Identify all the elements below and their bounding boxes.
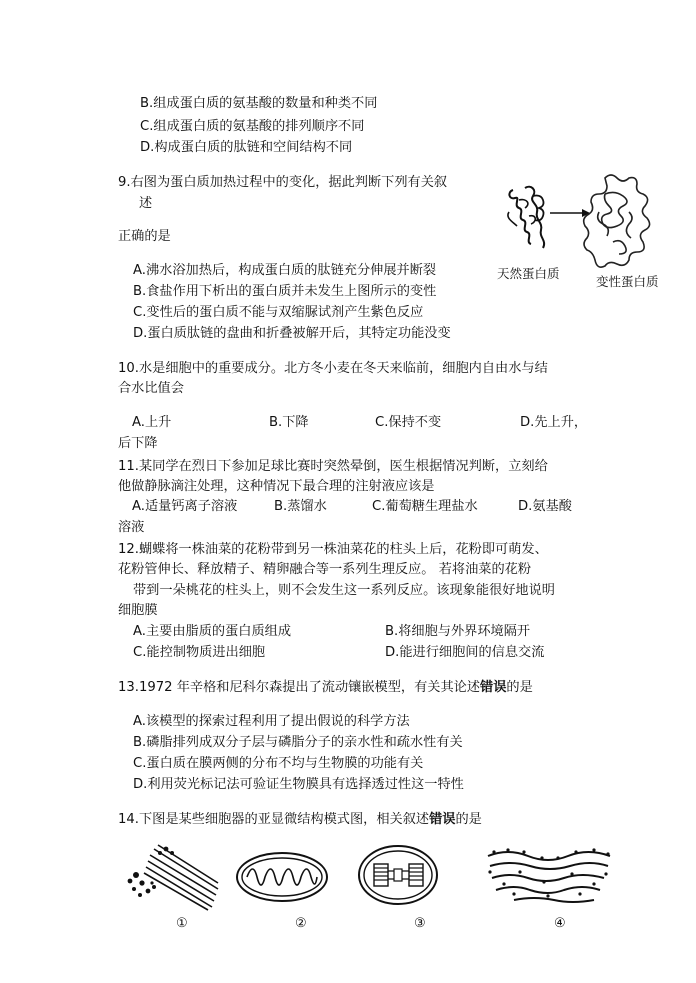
q10-stem-line1: 10.水是细胞中的重要成分。北方冬小麦在冬天来临前，细胞内自由水与结	[118, 361, 548, 376]
q9-option-a: A.沸水浴加热后，构成蛋白质的肽链充分伸展并断裂	[133, 263, 437, 278]
q12-option-b: B.将细胞与外界环境隔开	[385, 624, 531, 639]
figure-label-4: ④	[554, 916, 566, 931]
q9-stem-line1: 9.右图为蛋白质加热过程中的变化，据此判断下列有关叙	[118, 175, 448, 190]
q9-option-b: B.食盐作用下析出的蛋白质并未发生上图所示的变性	[133, 284, 437, 299]
q11-option-c: C.葡萄糖生理盐水	[372, 499, 478, 514]
native-protein-label: 天然蛋白质	[497, 266, 560, 281]
q11-stem-line2: 他做静脉滴注处理，这种情况下最合理的注射液应该是	[118, 479, 435, 494]
q10-stem-line2: 合水比值会	[118, 381, 184, 396]
q13-option-c: C.蛋白质在膜两侧的分布不均与生物膜的功能有关	[133, 756, 424, 771]
q9-stem-line2: 述	[139, 196, 153, 211]
q12-stem-line2: 花粉管伸长、释放精子、精卵融合等一系列生理反应。 若将油菜的花粉	[118, 562, 532, 577]
q8-option-b: B.组成蛋白质的氨基酸的数量和种类不同	[140, 96, 378, 111]
q8-option-d: D.构成蛋白质的肽链和空间结构不同	[140, 140, 353, 155]
q11-option-b: B.蒸馏水	[274, 499, 327, 514]
figure-label-3: ③	[414, 916, 426, 931]
native-protein-figure	[503, 182, 553, 254]
q11-option-d-cont: 溶液	[118, 520, 145, 535]
q9-option-c: C.变性后的蛋白质不能与双缩脲试剂产生紫色反应	[133, 305, 424, 320]
endoplasmic-reticulum-figure	[484, 846, 614, 906]
q13-stem-pre: 13.1972 年辛格和尼科尔森提出了流动镶嵌模型，有关其论述	[118, 680, 481, 695]
golgi-apparatus-figure	[124, 843, 220, 911]
q10-option-b: B.下降	[269, 415, 309, 430]
q12-option-d: D.能进行细胞间的信息交流	[385, 645, 545, 660]
q13-option-a: A.该模型的探索过程利用了提出假说的科学方法	[133, 714, 410, 729]
q10-option-c: C.保持不变	[375, 415, 442, 430]
q12-stem-line4: 细胞膜	[118, 603, 158, 618]
q14-stem	[118, 811, 482, 829]
q14-stem-bold: 错误	[429, 812, 456, 827]
mitochondrion-figure	[235, 851, 329, 903]
q12-stem-line3: 带到一朵桃花的柱头上，则不会发生这一系列反应。该现象能很好地说明	[133, 583, 555, 598]
q10-option-d: D.先上升，	[520, 415, 588, 430]
q13-stem-post: 的是	[506, 680, 533, 695]
q9-option-d: D.蛋白质肽链的盘曲和折叠被解开后，其特定功能没变	[133, 326, 451, 341]
q13-stem	[118, 679, 533, 697]
q11-option-d: D.氨基酸	[518, 499, 572, 514]
q12-stem-line1: 12.蝴蝶将一株油菜的花粉带到另一株油菜花的柱头上后，花粉即可萌发、	[118, 542, 548, 557]
q12-option-a: A.主要由脂质的蛋白质组成	[133, 624, 292, 639]
q11-option-a: A.适量钙离子溶液	[132, 499, 238, 514]
q13-option-b: B.磷脂排列成双分子层与磷脂分子的亲水性和疏水性有关	[133, 735, 463, 750]
q13-stem-bold: 错误	[480, 680, 507, 695]
chloroplast-figure	[357, 844, 439, 906]
q9-stem-line3: 正确的是	[118, 229, 171, 244]
figure-label-1: ①	[176, 916, 188, 931]
q12-option-c: C.能控制物质进出细胞	[133, 645, 266, 660]
q8-option-c: C.组成蛋白质的氨基酸的排列顺序不同	[140, 119, 365, 134]
q14-stem-pre: 14.下图是某些细胞器的亚显微结构模式图，相关叙述	[118, 812, 430, 827]
figure-label-2: ②	[295, 916, 307, 931]
q14-stem-post: 的是	[455, 812, 482, 827]
denatured-protein-label: 变性蛋白质	[596, 274, 659, 289]
q11-stem-line1: 11.某同学在烈日下参加足球比赛时突然晕倒，医生根据情况判断，立刻给	[118, 459, 548, 474]
q10-option-a: A.上升	[132, 415, 172, 430]
q13-option-d: D.利用荧光标记法可验证生物膜具有选择透过性这一特性	[133, 777, 464, 792]
q10-option-d-cont: 后下降	[118, 436, 158, 451]
denatured-protein-figure	[585, 172, 655, 272]
